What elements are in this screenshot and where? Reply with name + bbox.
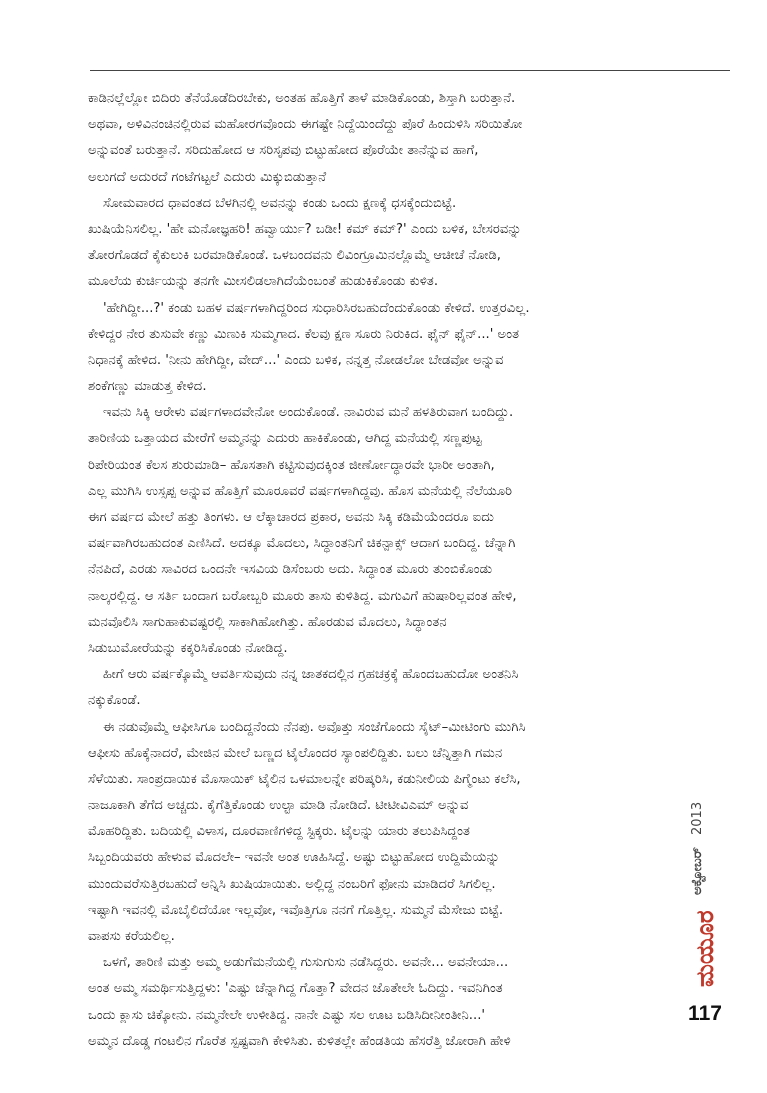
issue-year: 2013 bbox=[690, 801, 705, 836]
body-line: ಇವನು ಸಿಕ್ಕಿ ಆರೇಳು ವರ್ಷಗಳಾದವೇನೋ ಅಂದುಕೊಂಡೆ. ನಾವಿರುವ ಮನೆ ಹಳತಿರುವಾಗ ಬಂದಿದ್ದು. bbox=[103, 405, 514, 421]
body-line: ತೋರಗೊಡದೆ ಕೈಕುಲುಕಿ ಬರಮಾಡಿಕೊಂಡೆ. ಒಳಬಂದವನು ಲಿವಿಂಗ್ರೂಮಿನಲ್ಲೊಮ್ಮೆ ಆಚೀಚೆ ನೋಡಿ, bbox=[88, 248, 502, 264]
body-line: ನಿಧಾನಕ್ಕೆ ಹೇಳಿದ. 'ನೀನು ಹೇಗಿದ್ದೀ, ವೇದ್...' ಎಂದು ಬಳಿಕ, ನನ್ನತ್ತ ನೋಡಲೋ ಬೇಡವೋ ಅನ್ನುವ bbox=[88, 352, 504, 368]
body-line: ಅನ್ನುವಂತೆ ಬರುತ್ತಾನೆ. ಸರಿದುಹೋದ ಆ ಸರಿಸೃಪವು ಬಿಟ್ಟುಹೋದ ಪೊರೆಯೇ ತಾನೆನ್ನುವ ಹಾಗೆ, bbox=[88, 143, 479, 159]
body-line: ನಾಜೂಕಾಗಿ ತೆಗೆದ ಅಚ್ಚದು. ಕೈಗೆತ್ತಿಕೊಂಡು ಉಲ್ಟಾ ಮಾಡಿ ನೋಡಿದೆ. ಟೀಟೀವಿಎಮ್ ಅನ್ನುವ bbox=[88, 798, 469, 814]
body-line: ವರ್ಷವಾಗಿರಬಹುದಂತ ಎಣಿಸಿದೆ. ಅದಕ್ಕೂ ಮೊದಲು, ಸಿದ್ಧಾಂತನಿಗೆ ಚಿಕನ್ಪಾಕ್ಸ್ ಆದಾಗ ಬಂದಿದ್ದ. ಚೆನ್ನಾಗಿ bbox=[88, 536, 516, 552]
body-line: ಒಳಗೆ, ತಾರಿಣಿ ಮತ್ತು ಅಮ್ಮ ಅಡುಗೆಮನೆಯಲ್ಲಿ ಗುಸುಗುಸು ನಡೆಸಿದ್ದರು. ಅವನೇ... ಅವನೇಯಾ... bbox=[103, 955, 509, 971]
body-line: ಅಂತ ಅಮ್ಮ ಸಮರ್ಥಿಸುತ್ತಿದ್ದಳು: 'ಎಷ್ಟು ಚೆನ್ನಾಗಿದ್ದ ಗೊತ್ತಾ? ವೇದನ ಜೊತೇಲೇ ಓದಿದ್ದು. ಇವನಿಗಿಂತ bbox=[88, 981, 503, 997]
page-number: 117 bbox=[688, 1002, 722, 1025]
body-line: ಮನವೊಲಿಸಿ ಸಾಗುಹಾಕುವಷ್ಟರಲ್ಲಿ ಸಾಕಾಗಿಹೋಗಿತ್ತು. ಹೊರಡುವ ಮೊದಲು, ಸಿದ್ಧಾಂತನ bbox=[88, 614, 447, 630]
body-line: ರಿಪೇರಿಯಂತ ಕೆಲಸ ಶುರುಮಾಡಿ– ಹೊಸತಾಗಿ ಕಟ್ಟಿಸುವುದಕ್ಕಿಂತ ಜೀರ್ಣೋದ್ಧಾರವೇ ಭಾರೀ ಅಂತಾಗಿ, bbox=[88, 457, 495, 473]
body-line: ಈ ನಡುವೊಮ್ಮೆ ಆಫೀಸಿಗೂ ಬಂದಿದ್ದನೆಂದು ನೆನಪು. ಅವೊತ್ತು ಸಂಜೆಗೊಂದು ಸೈಟ್–ಮೀಟಿಂಗು ಮುಗಿಸಿ bbox=[103, 719, 526, 735]
body-line: ಮೂಲೆಯ ಕುರ್ಚಿಯನ್ನು ತನಗೇ ಮೀಸಲಿಡಲಾಗಿದೆಯೆಂಬಂತೆ ಹುಡುಕಿಕೊಂಡು ಕುಳಿತ. bbox=[88, 274, 439, 290]
body-line: ನೆನಪಿದೆ, ಎರಡು ಸಾವಿರದ ಒಂದನೇ ಇಸವಿಯ ಡಿಸೆಂಬರು ಅದು. ಸಿದ್ಧಾಂತ ಮೂರು ತುಂಬಿಕೊಂಡು bbox=[88, 562, 493, 578]
body-line: ಎಲ್ಲ ಮುಗಿಸಿ ಉಸ್ಸಪ್ಪ ಅನ್ನುವ ಹೊತ್ತಿಗೆ ಮೂರೂವರೆ ವರ್ಷಗಳಾಗಿದ್ದವು. ಹೊಸ ಮನೆಯಲ್ಲಿ ನೆಲೆಯೂರಿ bbox=[88, 483, 513, 499]
issue-month: ಅಕ್ಟೋಬರ್ bbox=[690, 847, 705, 895]
body-line: ಹೀಗೆ ಆರು ವರ್ಷಕ್ಕೊಮ್ಮೆ ಆವರ್ತಿಸುವುದು ನನ್ನ ಜಾತಕದಲ್ಲಿನ ಗ್ರಹಚಕ್ರಕ್ಕೆ ಹೊಂದಬಹುದೋ ಅಂತನಿಸಿ bbox=[103, 667, 519, 683]
body-line: ಅಮ್ಮನ ದೊಡ್ಡ ಗಂಟಲಿನ ಗೊರೆತ ಸ್ಪಷ್ಟವಾಗಿ ಕೇಳಿಸಿತು. ಕುಳಿತಲ್ಲೇ ಹೆಂಡತಿಯ ಹೆಸರೆತ್ತಿ ಜೋರಾಗಿ ಹೇಳಿ bbox=[88, 1033, 511, 1049]
body-line: ನಾಲ್ಕರಲ್ಲಿದ್ದ. ಆ ಸರ್ತಿ ಬಂದಾಗ ಬರೋಬ್ಬರಿ ಮೂರು ತಾಸು ಕುಳಿತಿದ್ದ. ಮಗುವಿಗೆ ಹುಷಾರಿಲ್ಲವಂತ ಹೇಳಿ, bbox=[88, 588, 517, 604]
body-line: ಸಿಬ್ಬಂದಿಯವರು ಹೇಳುವ ಮೊದಲೇ– ಇವನೇ ಅಂತ ಊಹಿಸಿದ್ದೆ. ಅಷ್ಟು ಬಿಟ್ಟುಹೋದ ಉದ್ದಿಮೆಯನ್ನು bbox=[88, 850, 500, 866]
magazine-logo: ಮಯೂರ bbox=[691, 910, 719, 988]
body-line: ತಾರಿಣಿಯ ಒತ್ತಾಯದ ಮೇರೆಗೆ ಅಮ್ಮನನ್ನು ಎದುರು ಹಾಕಿಕೊಂಡು, ಆಗಿದ್ದ ಮನೆಯಲ್ಲಿ ಸಣ್ಣಪುಟ್ಟ bbox=[88, 431, 482, 447]
body-line: ಅಥವಾ, ಅಳಿವಿನಂಚಿನಲ್ಲಿರುವ ಮಹೋರಗವೊಂದು ಈಗಷ್ಟೇ ನಿದ್ದೆಯಿಂದೆದ್ದು ಪೊರೆ ಹಿಂದುಳಿಸಿ ಸರಿಯಿತೋ bbox=[88, 117, 523, 133]
body-line: ನಕ್ಕುಕೊಂಡೆ. bbox=[88, 693, 141, 709]
body-line: ಒಂದು ಕ್ಲಾಸು ಚಿಕ್ಕೋನು. ನಮ್ಮನೇಲೇ ಉಳೀತಿದ್ದ. ನಾನೇ ಎಷ್ಟು ಸಲ ಊಟ ಬಡಿಸಿದೀನೀಂತೀನಿ...' bbox=[88, 1007, 486, 1023]
body-line: ಸೋಮವಾರದ ಧಾವಂತದ ಬೆಳಗಿನಲ್ಲಿ ಅವನನ್ನು ಕಂಡು ಒಂದು ಕ್ಷಣಕ್ಕೆ ಧಸಕ್ಕೆಂದುಬಿಟ್ಟೆ. bbox=[103, 195, 457, 211]
body-line: ಮುಂದುವರೆಸುತ್ತಿರಬಹುದೆ ಅನ್ನಿಸಿ ಖುಷಿಯಾಯಿತು. ಅಲ್ಲಿದ್ದ ನಂಬರಿಗೆ ಫೋನು ಮಾಡಿದರೆ ಸಿಗಲಿಲ್ಲ. bbox=[88, 876, 496, 892]
body-line: ಆಫೀಸು ಹೊಕ್ಕೆನಾದರೆ, ಮೇಜಿನ ಮೇಲೆ ಬಣ್ಣದ ಟೈಲೊಂದರ ಸ್ಯಾಂಪಲಿದ್ದಿತು. ಬಲು ಚೆನ್ನಿತ್ತಾಗಿ ಗಮನ bbox=[88, 745, 503, 761]
body-line: ಮೊಹರಿದ್ದಿತು. ಬದಿಯಲ್ಲಿ ವಿಳಾಸ, ದೂರವಾಣಿಗಳಿದ್ದ ಸ್ಟಿಕ್ಕರು. ಟೈಲನ್ನು ಯಾರು ತಲುಪಿಸಿದ್ದಂತ bbox=[88, 824, 470, 840]
body-line: ಇಷ್ಟಾಗಿ ಇವನಲ್ಲಿ ಮೊಬೈಲಿದೆಯೋ ಇಲ್ಲವೋ, ಇವೊತ್ತಿಗೂ ನನಗೆ ಗೊತ್ತಿಲ್ಲ. ಸುಮ್ಮನೆ ಮೆಸೇಜು ಬಿಟ್ಟೆ. bbox=[88, 902, 504, 918]
body-line: ಖುಷಿಯೆನಿಸಲಿಲ್ಲ. 'ಹೇ ಮನೋಜ್ಞಹರಿ! ಹವ್ವಾರ್ಯು? ಬಡೀ! ಕಮ್ ಕಮ್?' ಎಂದು ಬಳಿಕ, ಬೇಸರವನ್ನು bbox=[88, 221, 522, 237]
body-line: 'ಹೇಗಿದ್ದೀ...?' ಕಂಡು ಬಹಳ ವರ್ಷಗಳಾಗಿದ್ದರಿಂದ ಸುಧಾರಿಸಿರಬಹುದೆಂದುಕೊಂಡು ಕೇಳಿದೆ. ಉತ್ತರವಿಲ್ಲ. bbox=[103, 300, 530, 316]
body-line: ಈಗ ವರ್ಷದ ಮೇಲೆ ಹತ್ತು ತಿಂಗಳು. ಆ ಲೆಕ್ಕಾಚಾರದ ಪ್ರಕಾರ, ಅವನು ಸಿಕ್ಕಿ ಕಡಿಮೆಯೆಂದರೂ ಐದು bbox=[88, 510, 495, 525]
body-line: ಶಂಕೆಗಣ್ಣು ಮಾಡುತ್ತ ಕೇಳಿದ. bbox=[88, 379, 207, 395]
body-line: ಸೆಳೆಯಿತು. ಸಾಂಪ್ರದಾಯಿಕ ಮೊಸಾಯಿಕ್ ಟೈಲಿನ ಒಳಮಾಲನ್ನೇ ಪರಿಷ್ಕರಿಸಿ, ಕಡುನೀಲಿಯ ಪಿಗ್ಮೆಂಟು ಕಲೆಸಿ, bbox=[88, 771, 521, 787]
body-line: ಅಲುಗದೆ ಅದುರದೆ ಗಂಟೆಗಟ್ಟಲೆ ಎದುರು ಮಿಕ್ಕುಬಿಡುತ್ತಾನೆ bbox=[88, 169, 327, 185]
issue-date bbox=[690, 775, 720, 895]
body-line: ಕೇಳಿದ್ದರ ನೇರ ತುಸುವೇ ಕಣ್ಣು ಮಿಣುಕಿ ಸುಮ್ಮಗಾದ. ಕೆಲವು ಕ್ಷಣ ಸೂರು ನಿರುಕಿದ. ಫೈನ್ ಫೈನ್...' ಅಂತ bbox=[88, 326, 520, 342]
article-body bbox=[88, 86, 668, 1055]
body-line: ವಾಪಸು ಕರೆಯಲಿಲ್ಲ. bbox=[88, 929, 175, 944]
top-rule bbox=[90, 70, 730, 71]
body-line: ಸಿಡುಬುಮೋರೆಯನ್ನು ಕಕ್ಕರಿಸಿಕೊಂಡು ನೋಡಿದ್ದ. bbox=[88, 640, 288, 656]
body-line: ಕಾಡಿನಲ್ಲೆಲ್ಲೋ ಬಿದಿರು ತೆನೆಯೊಡೆದಿರಬೇಕು, ಅಂತಹ ಹೊತ್ತಿಗೆ ತಾಳೆ ಮಾಡಿಕೊಂಡು, ಶಿಸ್ತಾಗಿ ಬರುತ್ತಾನೆ. bbox=[88, 91, 516, 106]
